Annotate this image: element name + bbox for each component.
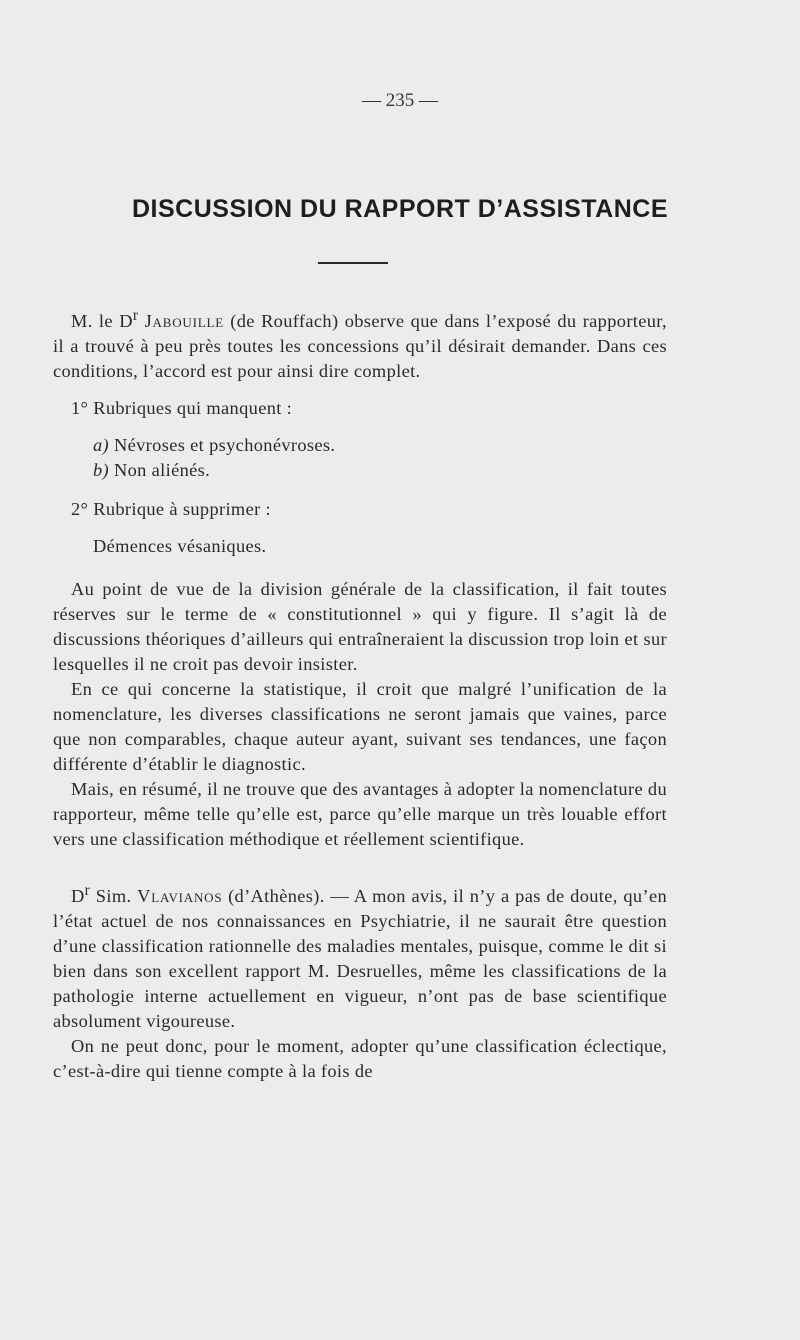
vlavianos-intro-paragraph	[53, 878, 667, 1034]
remove-rubric-heading: 2° Rubrique à supprimer :	[71, 499, 271, 520]
remove-rubric-item: Démences vésaniques.	[93, 536, 267, 557]
speaker-title-2: D	[71, 886, 85, 907]
list-item-b-label: b)	[93, 460, 110, 481]
speaker-name-jabouille: Jabouille	[144, 311, 224, 332]
speaker-title: M. le D	[71, 311, 133, 332]
jabouille-intro-paragraph	[53, 303, 667, 384]
vlavianos-intro-text: (d’Athènes). — A mon avis, il n’y a pas de doute, qu’en l’état actuel de nos connaissances en Psychiatrie, il ne saurait être question d’une classification rationnelle des maladies mentales, puisque, comme le dit si bien dans son excellent rapport M. Desruelles, même les classifications de la pathologie interne actuellement en vigueur, n’ont pas de base scientifique absolument vigoureuse.	[53, 886, 668, 1032]
eclectic-classification-paragraph: On ne peut donc, pour le moment, adopter qu’une classification éclectique, c’est-à-dire qui tienne compte à la fois de	[53, 1036, 667, 1082]
list-item-a-text: Névroses et psychonévroses.	[113, 435, 336, 456]
classification-paragraph: Au point de vue de la division générale de la classification, il fait toutes réserves sur le terme de « constitutionnel » qui y figure. Il s’agit là de discussions théoriques d’ailleurs qui entraîneraient la discussion trop loin et sur lesquelles il ne croit pas devoir insister.	[53, 579, 667, 675]
speaker-name-vlavianos: Vlavianos	[137, 886, 223, 907]
list-item-a-label: a)	[93, 435, 110, 456]
speaker-title-2-superscript: r	[84, 882, 91, 900]
body-text	[53, 303, 667, 1084]
summary-paragraph: Mais, en résumé, il ne trouve que des avantages à adopter la nomenclature du rapporteur, même telle qu’elle est, parce qu’elle marque un très louable effort vers une classification méthodique et réellement scientifique.	[53, 779, 667, 850]
list-item-a	[53, 433, 667, 458]
page-title: DISCUSSION DU RAPPORT D’ASSISTANCE	[131, 195, 669, 223]
list-item-b	[53, 458, 667, 483]
speaker-first-name: Sim.	[95, 886, 132, 907]
missing-rubrics-heading: 1° Rubriques qui manquent :	[71, 398, 293, 419]
page-number: — 235 —	[362, 90, 438, 111]
speaker-title-superscript: r	[132, 307, 139, 324]
list-item-b-text: Non aliénés.	[113, 460, 211, 481]
statistics-paragraph: En ce qui concerne la statistique, il croit que malgré l’unification de la nomenclature, les diverses classifications ne seront jamais que vaines, parce que non comparables, chaque auteur ayant, suivant ses tendances, une façon différente d’établir le diagnostic.	[53, 679, 667, 775]
title-divider	[318, 262, 388, 264]
jabouille-intro-text: (de Rouffach) observe que dans l’exposé du rapporteur, il a trouvé à peu près toutes les concessions qu’il désirait demander. Dans ces conditions, l’accord est pour ainsi dire complet.	[53, 311, 667, 382]
